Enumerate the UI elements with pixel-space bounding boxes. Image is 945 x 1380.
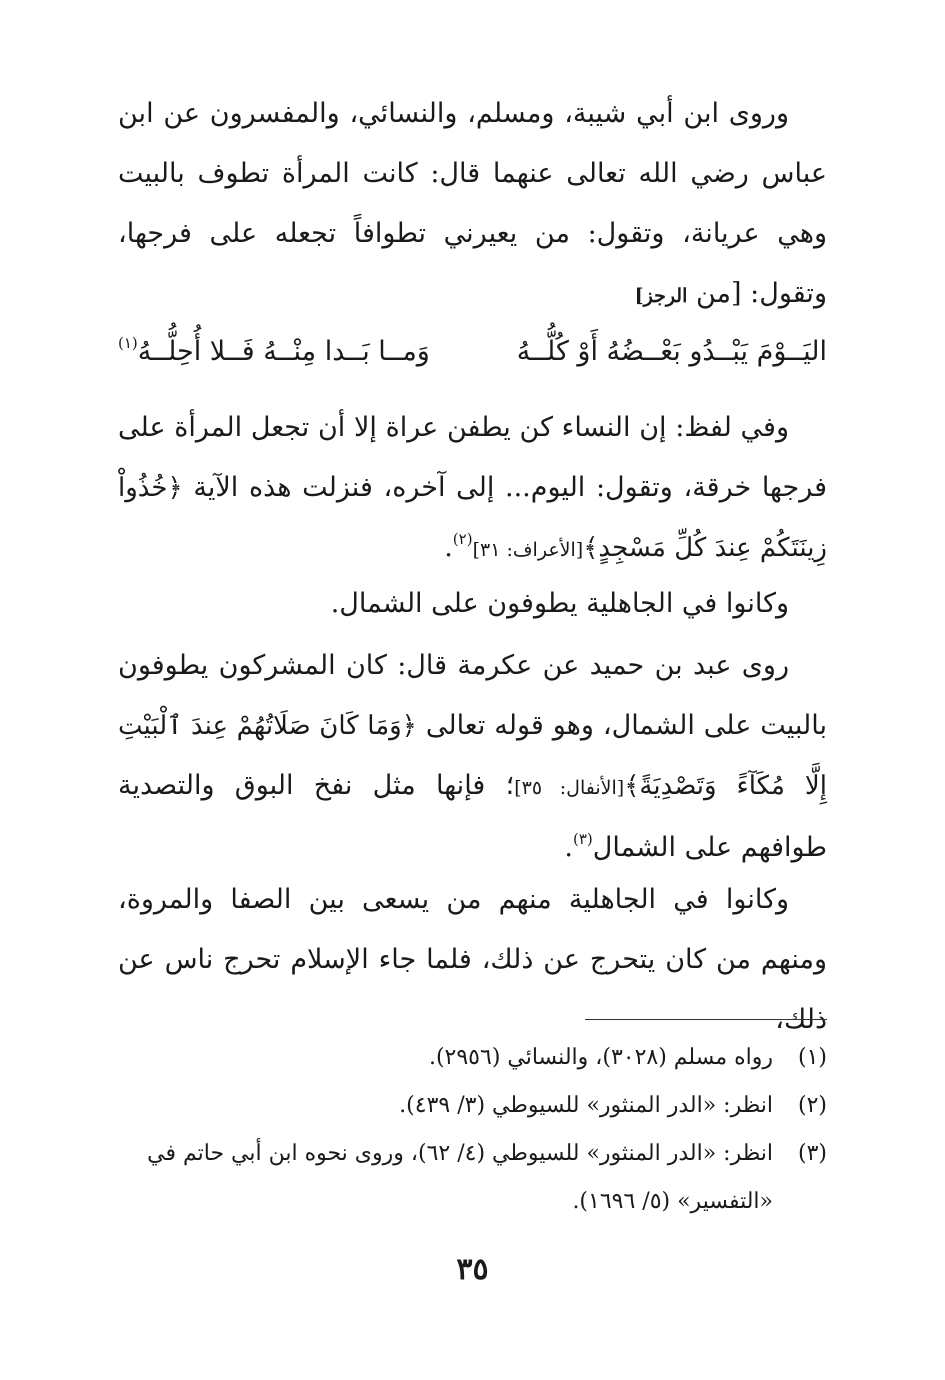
footnote-marker-1: (١) xyxy=(118,334,138,352)
paragraph-1-text: وروى ابن أبي شيبة، ومسلم، والنسائي، والمفسرون عن ابن عباس رضي الله تعالى عنهما قال: كانت المرأة تطوف بالبيت وهي عريانة، وتقول: من يعيرني تطوافاً تجعله على فرجها، وتقول: [من xyxy=(118,98,827,309)
poetic-meter-label: الرجز] xyxy=(634,285,688,307)
footnote-marker-3: (٣) xyxy=(572,830,593,848)
footnote-number: (٣) xyxy=(797,1141,827,1166)
verse-first-hemistich: اليَــوْمَ يَبْــدُو بَعْــضُهُ أَوْ كُلُّــهُ xyxy=(516,336,827,367)
paragraph-4: روى عبد بن حميد عن عكرمة قال: كان المشركون يطوفون بالبيت على الشمال، وهو قوله تعالى ﴿وَمَا كَانَ صَلَاتُهُمْ عِندَ ٱلْبَيْتِ إِلَّا مُكَآءً وَتَصْدِيَةً﴾[الأنفال: ٣٥]؛ فإنها مثل نفخ البوق والتصدية طوافهم على الشمال$^{(٣)}$. xyxy=(118,650,827,863)
paragraph-5 xyxy=(118,870,827,1050)
footnote-text: انظر: «الدر المنثور» للسيوطي (٣/ ٤٣٩). xyxy=(399,1093,773,1118)
paragraph-2-text: وفي لفظ: إن النساء كن يطفن عراة إلا أن تجعل المرأة على فرجها خرقة، وتقول: اليوم... إلى آخره، فنزلت هذه الآية xyxy=(118,412,827,503)
footnote-number: (٢) xyxy=(797,1093,827,1118)
poetry-verse xyxy=(118,322,827,382)
paragraph-5-text: وكانوا في الجاهلية منهم من يسعى بين الصفا والمروة، ومنهم من كان يتحرج عن ذلك، فلما جاء الإسلام تحرج ناس عن ذلك، xyxy=(118,884,827,1035)
quran-verse-araf: ﴿خُذُواْ زِينَتَكُمْ عِندَ كُلِّ مَسْجِدٍ﴾ xyxy=(118,473,827,563)
footnote-3 xyxy=(118,1130,827,1226)
footnote-2 xyxy=(118,1082,827,1130)
footnote-text: انظر: «الدر المنثور» للسيوطي (٤/ ٦٢)، وروى نحوه ابن أبي حاتم في «التفسير» (٥/ ١٦٩٦). xyxy=(147,1141,773,1214)
surah-reference-anfal: [الأنفال: ٣٥] xyxy=(514,777,625,799)
paragraph-4-text: روى عبد بن حميد عن عكرمة قال: كان المشركون يطوفون بالبيت على الشمال، وهو قوله تعالى xyxy=(118,650,827,741)
paragraph-3-text: وكانوا في الجاهلية يطوفون على الشمال. xyxy=(330,588,789,619)
footnote-divider xyxy=(585,1019,827,1020)
footnote-text: رواه مسلم (٣٠٢٨)، والنسائي (٢٩٥٦). xyxy=(428,1045,773,1070)
footnotes-section xyxy=(118,1034,827,1226)
footnote-number: (١) xyxy=(797,1045,827,1070)
footnote-1 xyxy=(118,1034,827,1082)
paragraph-2: وفي لفظ: إن النساء كن يطفن عراة إلا أن تجعل المرأة على فرجها خرقة، وتقول: اليوم... إلى آخره، فنزلت هذه الآية ﴿خُذُواْ زِينَتَكُمْ عِندَ كُلِّ مَسْجِدٍ﴾[الأعراف: ٣١]$^{(٢)}$. xyxy=(118,412,827,563)
quran-verse-anfal: ﴿وَمَا كَانَ صَلَاتُهُمْ عِندَ ٱلْبَيْتِ إِلَّا مُكَآءً وَتَصْدِيَةً﴾ xyxy=(118,711,827,801)
page-number: ٣٥ xyxy=(456,1252,489,1287)
footnote-marker-2: (٢) xyxy=(452,530,473,548)
surah-reference-araf: [الأعراف: ٣١] xyxy=(472,539,584,561)
verse-second-hemistich: وَمــا بَــدا مِنْــهُ فَــلا أُحِلُّــهُ$^{(١)}$ xyxy=(118,334,430,367)
paragraph-3 xyxy=(118,574,827,634)
paragraph-1 xyxy=(118,84,827,326)
